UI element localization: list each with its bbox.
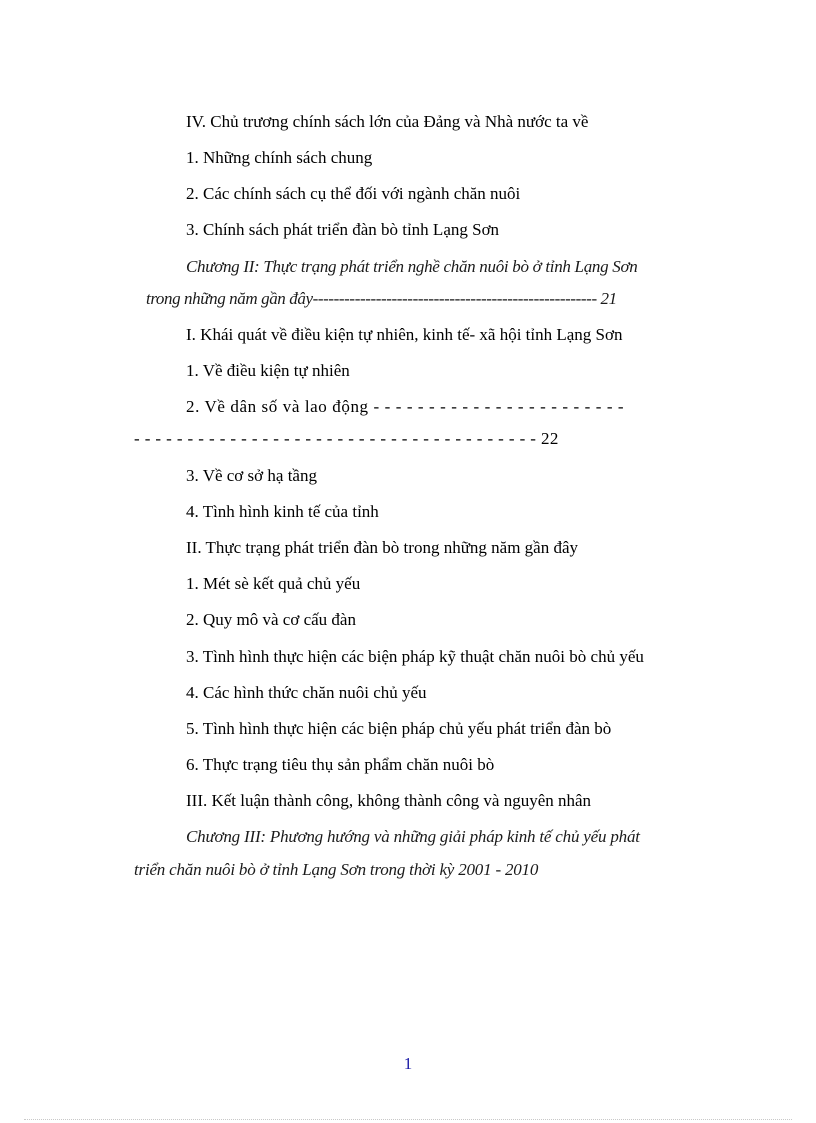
toc-entry-i-1: 1. Về điều kiện tự nhiên xyxy=(186,361,350,380)
toc-entry-iii: III. Kết luận thành công, không thành công và nguyên nhân xyxy=(186,791,592,810)
toc-entry-i: I. Khái quát về điều kiện tự nhiên, kinh tế- xã hội tỉnh Lạng Sơn xyxy=(186,325,623,344)
toc-entry-ii-1: 1. Mét sè kết quả chủ yếu xyxy=(186,574,361,593)
chapter-3-title: Chương III: Phương hướng và những giải pháp kinh tế chủ yếu phát xyxy=(186,827,640,846)
toc-entry-ii-3: 3. Tình hình thực hiện các biện pháp kỹ thuật chăn nuôi bò chủ yếu xyxy=(186,647,644,666)
toc-entry-i-2-cont: - - - - - - - - - - - - - - - - - - - - - - - - - - - - - - - - - - - - - - 22 xyxy=(134,429,559,448)
chapter-3-title-cont: triển chăn nuôi bò ở tỉnh Lạng Sơn trong thời kỳ 2001 - 2010 xyxy=(134,860,539,879)
toc-entry-iv-3: 3. Chính sách phát triển đàn bò tỉnh Lạng Sơn xyxy=(186,220,500,239)
toc-entry-i-4: 4. Tình hình kinh tế của tỉnh xyxy=(186,502,379,521)
toc-entry-i-2: 2. Về dân số và lao động - - - - - - - - - - - - - - - - - - - - - - - xyxy=(186,397,625,416)
toc-entry-ii: II. Thực trạng phát triển đàn bò trong những năm gần đây xyxy=(186,538,579,557)
toc-entry-iv: IV. Chủ trương chính sách lớn của Đảng và Nhà nước ta về xyxy=(186,112,589,131)
chapter-2-title: Chương II: Thực trạng phát triển nghề chăn nuôi bò ở tỉnh Lạng Sơn xyxy=(186,257,638,276)
toc-entry-ii-4: 4. Các hình thức chăn nuôi chủ yếu xyxy=(186,683,427,702)
toc-entry-iv-1: 1. Những chính sách chung xyxy=(186,148,373,167)
toc-entry-ii-5: 5. Tình hình thực hiện các biện pháp chủ yếu phát triển đàn bò xyxy=(186,719,612,738)
page-bottom-divider xyxy=(24,1119,792,1120)
page-number: 1 xyxy=(403,1054,413,1073)
toc-entry-iv-2: 2. Các chính sách cụ thể đối với ngành chăn nuôi xyxy=(186,184,521,203)
toc-entry-i-3: 3. Về cơ sở hạ tầng xyxy=(186,466,317,485)
toc-entry-ii-6: 6. Thực trạng tiêu thụ sản phẩm chăn nuôi bò xyxy=(186,755,495,774)
toc-entry-ii-2: 2. Quy mô và cơ cấu đàn xyxy=(186,610,356,629)
chapter-2-title-cont: trong những năm gần đây------------------------------------------------------ 21 xyxy=(146,289,617,308)
